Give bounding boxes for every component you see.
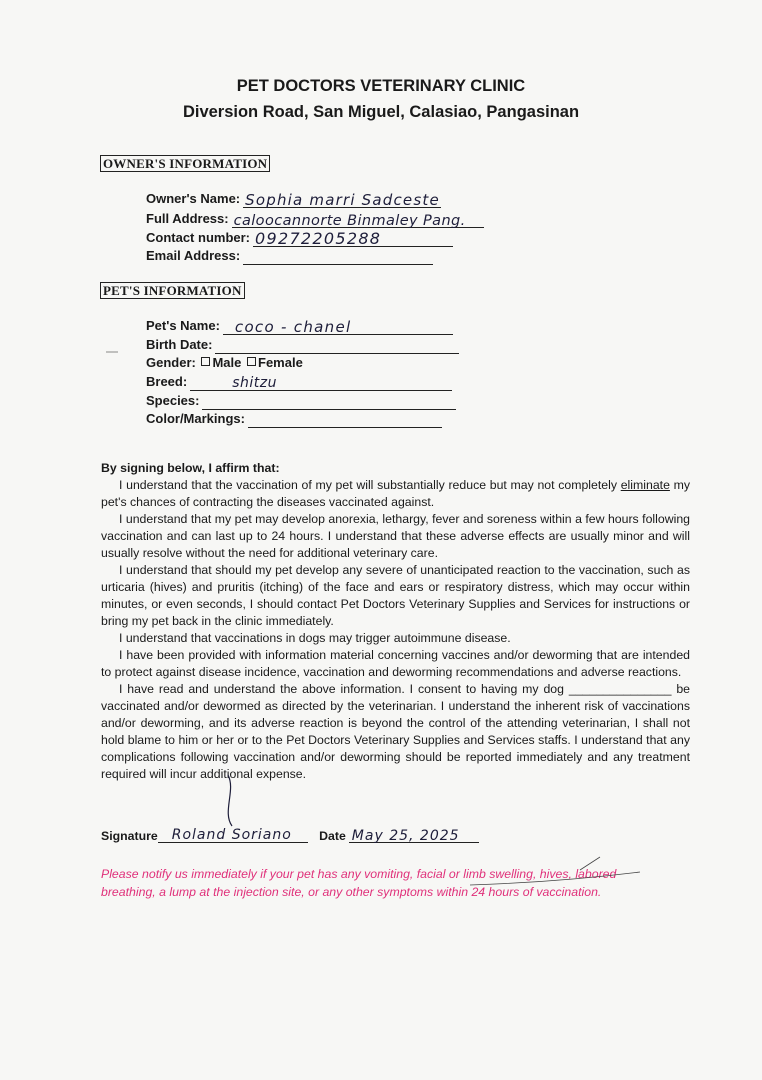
consent-paragraph-4: I understand that vaccinations in dogs may trigger autoimmune disease.: [119, 631, 511, 645]
consent-paragraph-1: I understand that the vaccination of my pet will substantially reduce but may not completely eliminate my pet's chances of contracting the diseases vaccinated against.: [101, 478, 691, 509]
date-label: Date: [319, 829, 346, 843]
date-value: May 25, 2025: [351, 828, 460, 844]
birth-date-label: Birth Date:: [146, 337, 213, 352]
full-address-value: caloocannorte Binmaley Pang.: [233, 213, 466, 229]
owner-name-label: Owner's Name:: [146, 191, 241, 206]
signature-value: Roland Soriano: [171, 827, 292, 843]
consent-paragraph-6: I have read and understand the above information. I consent to having my dog _______________ be vaccinated and/or dewormed as directed by the veterinarian. I understand the inherent risk of vaccinations and/or deworming, and its adverse reaction is beyond the control of the attending veterinarian, I shall not hold blame to him or her or to the Pet Doctors Veterinary Supplies and Services staffs. I understand that any complications following vaccination and/or deworming should be reported immediately and any treatment required will incur additional expense.: [101, 682, 690, 781]
gender-label: Gender:: [146, 355, 196, 370]
species-label: Species:: [146, 393, 200, 408]
breed-label: Breed:: [146, 374, 188, 389]
email-label: Email Address:: [146, 248, 241, 263]
notice-text: Please notify us immediately if your pet has any vomiting, facial or limb swelling, hives, labored breathing, a lump at the injection site, or any other symptoms within 24 hours of vaccination.: [101, 867, 617, 899]
consent-lead: By signing below, I affirm that:: [101, 461, 280, 475]
pet-section-title: PET'S INFORMATION: [100, 282, 245, 299]
consent-paragraph-2: I understand that my pet may develop anorexia, lethargy, fever and soreness within a few hours following vaccination and can last up to 24 hours. I understand that these adverse effects are usually minor and will usually resolve without the need for additional veterinary care.: [101, 512, 690, 560]
pet-name-label: Pet's Name:: [146, 318, 220, 333]
contact-number-value: 09272205288: [255, 229, 382, 248]
clinic-name: PET DOCTORS VETERINARY CLINIC: [236, 77, 526, 95]
consent-paragraph-5: I have been provided with information material concerning vaccines and/or deworming that are intended to protect against disease incidence, vaccination and deworming recommendations and adverse reactions.: [101, 648, 690, 679]
signature-label: Signature: [101, 829, 158, 843]
contact-number-label: Contact number:: [146, 230, 250, 245]
full-address-label: Full Address:: [146, 211, 229, 226]
male-label: Male: [212, 355, 242, 370]
pet-name-value: coco - chanel: [234, 318, 352, 336]
consent-paragraph-3: I understand that should my pet develop any severe of unanticipated reaction to the vaccination, such as urticaria (hives) and pruritis (itching) of the face and ears or respiratory distress, which may occur within minutes, or even seconds, I should contact Pet Doctors Veterinary Supplies and Services for instructions or bring my pet back in the clinic immediately.: [101, 563, 690, 628]
female-label: Female: [258, 355, 303, 370]
owner-section-title: OWNER'S INFORMATION: [100, 155, 270, 172]
color-markings-label: Color/Markings:: [146, 411, 245, 426]
clinic-address: Diversion Road, San Miguel, Calasiao, Pangasinan: [182, 103, 580, 121]
owner-name-value: Sophia marri Sadceste: [245, 191, 440, 209]
breed-value: shitzu: [232, 375, 277, 391]
